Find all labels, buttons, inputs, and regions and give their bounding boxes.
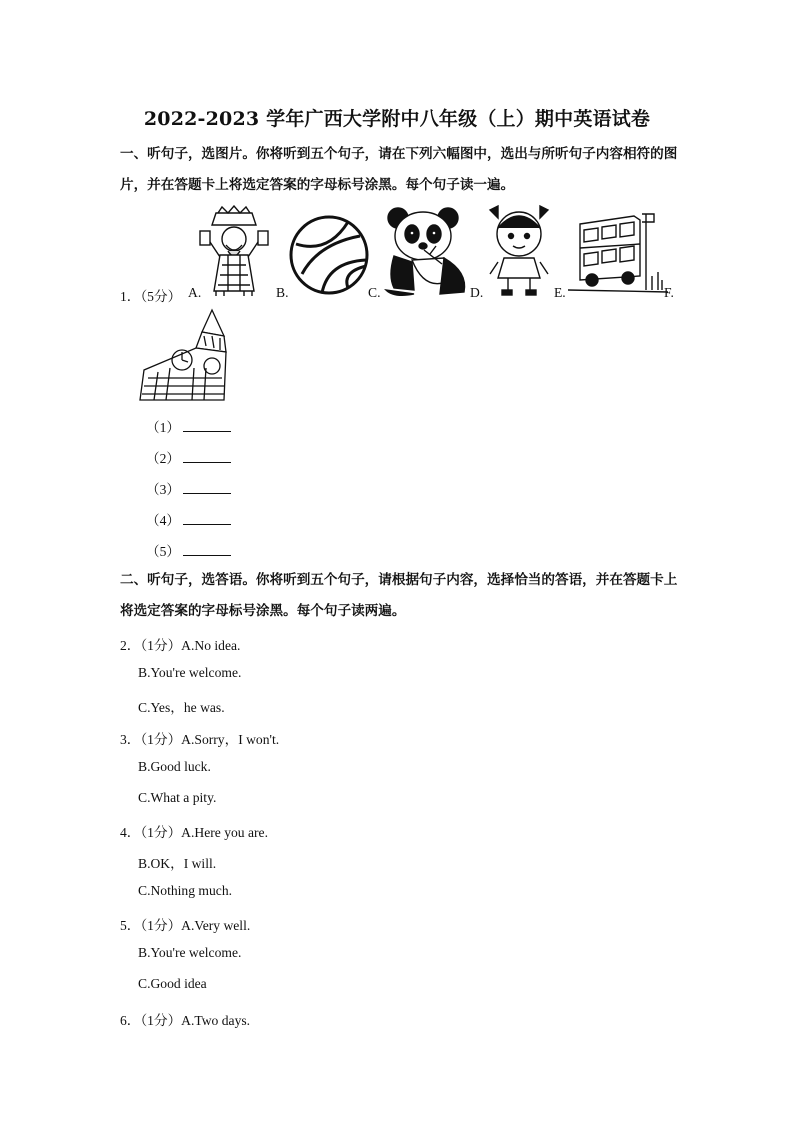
blank-1[interactable] — [146, 416, 231, 436]
option-label-f: F. — [664, 285, 674, 300]
question-2-option-b[interactable]: B.You're welcome. — [138, 665, 242, 680]
question-3-stem — [120, 728, 279, 748]
question-4-stem — [120, 821, 268, 841]
blank-2-label: （2） — [146, 451, 180, 466]
question-3-number: 3．（1分） — [120, 732, 182, 747]
question-2-option-a[interactable]: A.No idea. — [181, 638, 241, 653]
section-2-instruction: 二、听句子，选答语。你将听到五个句子，请根据句子内容，选择恰当的答语，并在答题卡上将选定答案的字母标号涂黑。每个句子读两遍。 — [120, 572, 678, 619]
question-6-stem — [120, 1009, 250, 1029]
blank-3-line[interactable] — [183, 481, 231, 494]
question-6-number: 6．（1分） — [120, 1013, 182, 1028]
question-5-option-a[interactable]: A.Very well. — [181, 918, 251, 933]
page-title: 2022-2023 学年广西大学附中八年级（上）期中英语试卷 — [143, 108, 651, 130]
blank-5-line[interactable] — [183, 543, 231, 556]
question-2-stem — [120, 634, 240, 654]
question-1-stem: 1．（5分） — [120, 289, 182, 304]
blank-3[interactable] — [146, 478, 231, 498]
girl-picture — [484, 204, 554, 298]
option-label-a: A. — [188, 285, 202, 300]
question-5-number: 5．（1分） — [120, 918, 182, 933]
question-4-option-c[interactable]: C.Nothing much. — [138, 883, 233, 898]
volleyball-picture — [288, 214, 370, 296]
blank-1-label: （1） — [146, 420, 180, 435]
question-3-option-c[interactable]: C.What a pity. — [138, 790, 217, 805]
blank-5-label: （5） — [146, 544, 180, 559]
blank-2[interactable] — [146, 447, 231, 467]
question-5-stem — [120, 914, 250, 934]
blank-4-label: （4） — [146, 513, 180, 528]
panda-picture — [384, 206, 470, 298]
opera-figure-picture — [198, 205, 270, 297]
question-4-option-a[interactable]: A.Here you are. — [181, 825, 268, 840]
double-decker-bus-picture — [568, 210, 668, 296]
blank-3-label: （3） — [146, 482, 180, 497]
blank-2-line[interactable] — [183, 450, 231, 463]
option-label-b: B. — [276, 285, 289, 300]
question-2-number: 2．（1分） — [120, 638, 182, 653]
question-5-option-c[interactable]: C.Good idea — [138, 976, 207, 991]
blank-4-line[interactable] — [183, 512, 231, 525]
blank-4[interactable] — [146, 509, 231, 529]
section-1-instruction: 一、听句子，选图片。你将听到五个句子，请在下列六幅图中，选出与所听句子内容相符的图片，并在答题卡上将选定答案的字母标号涂黑。每个句子读一遍。 — [120, 146, 678, 193]
option-label-e: E. — [554, 285, 566, 300]
blank-5[interactable] — [146, 540, 231, 560]
option-label-d: D. — [470, 285, 484, 300]
question-4-option-b[interactable]: B.OK，I will. — [138, 856, 217, 871]
question-3-option-b[interactable]: B.Good luck. — [138, 759, 211, 774]
question-2-option-c[interactable]: C.Yes，he was. — [138, 700, 225, 715]
question-4-number: 4．（1分） — [120, 825, 182, 840]
question-5-option-b[interactable]: B.You're welcome. — [138, 945, 242, 960]
big-ben-picture — [138, 308, 230, 402]
option-label-c: C. — [368, 285, 381, 300]
blank-1-line[interactable] — [183, 419, 231, 432]
question-3-option-a[interactable]: A.Sorry，I won't. — [181, 732, 280, 747]
question-6-option-a[interactable]: A.Two days. — [181, 1013, 251, 1028]
